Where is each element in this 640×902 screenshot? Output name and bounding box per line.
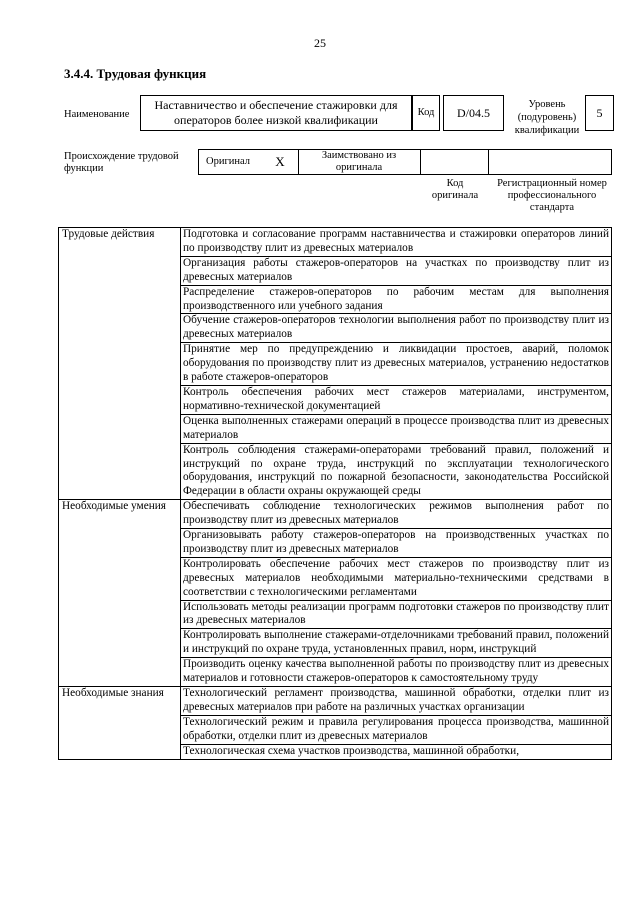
row-text: Организация работы стажеров-операторов на участках по производству плит из древесных материалов <box>181 256 612 285</box>
labor-function-table <box>58 227 612 760</box>
row-text: Обучение стажеров-операторов технологии выполнения работ по производству плит из древесных материалов <box>181 314 612 343</box>
function-name: Наставничество и обеспечение стажировки для операторов более низкой квалификации <box>154 98 398 127</box>
reg-number-caption: Регистрационный номер профессионального стандарта <box>497 178 607 213</box>
level-value: 5 <box>596 105 603 120</box>
table-row <box>59 500 612 529</box>
level-label: Уровень (подуровень) квалификации <box>514 99 580 136</box>
row-text: Контролировать выполнение стажерами-отделочниками требований правил, положений и инструкций по охране труда, установленных правил, норм, инструкций <box>181 629 612 658</box>
table-row <box>59 687 612 716</box>
origin-label: Происхождение трудовой функции <box>64 151 179 174</box>
origin-divider <box>420 149 421 175</box>
level-value-cell <box>585 95 614 131</box>
row-text: Обеспечивать соблюдение технологических режимов выполнения работ по производству плит из древесных материалов <box>181 500 612 529</box>
row-text: Принятие мер по предупреждению и ликвидации простоев, аварий, поломок оборудования по производству плит из древесных материалов, устранению недостатков в работе стажеров-операторов <box>181 343 612 386</box>
row-text: Использовать методы реализации программ подготовки стажеров по производству плит из древесных материалов <box>181 600 612 629</box>
code-label: Код <box>417 107 435 118</box>
row-text: Технологический регламент производства, машинной обработки, отделки плит из древесных материалов при работе на различных участках организации <box>181 687 612 716</box>
row-text: Организовывать работу стажеров-операторов на производственных участках по производству плит из древесных материалов <box>181 529 612 558</box>
row-text: Оценка выполненных стажерами операций в процессе производства плит из древесных материалов <box>181 414 612 443</box>
origin-divider <box>488 149 489 175</box>
code-value-cell <box>443 95 504 131</box>
row-heading: Трудовые действия <box>59 228 181 500</box>
code-label-cell <box>412 95 440 131</box>
row-text: Контролировать обеспечение рабочих мест стажеров по производству плит из древесных материалов необходимыми материально-техническими средствами в соответствии с технологическими регламентами <box>181 557 612 600</box>
row-text: Технологический режим и правила регулирования процесса производства, машинной обработки, отделки плит из древесных материалов <box>181 715 612 744</box>
table-row <box>59 228 612 257</box>
row-text: Подготовка и согласование программ наставничества и стажировки операторов линий по производству плит из древесных материалов <box>181 228 612 257</box>
section-title: 3.4.4. Трудовая функция <box>64 66 207 81</box>
row-text: Технологическая схема участков производства, машинной обработки, <box>181 744 612 759</box>
row-text: Производить оценку качества выполненной работы по производству плит из древесных материалов и готовности стажеров-операторов к самостоятельному труду <box>181 658 612 687</box>
row-text: Распределение стажеров-операторов по рабочим местам для выполнения производственного или учебного задания <box>181 285 612 314</box>
code-original-caption: Код оригинала <box>431 178 479 201</box>
row-heading: Необходимые знания <box>59 687 181 760</box>
function-name-box <box>140 95 412 131</box>
page-number: 25 <box>314 36 326 50</box>
code-value: D/04.5 <box>457 105 490 120</box>
row-text: Контроль соблюдения стажерами-операторами требований правил, положений и инструкций по охране труда, инструкций по эксплуатации технологического оборудования, инструкций по пожарной безопасности, законодательства Российской Федерации в области охраны окружающей среды <box>181 443 612 500</box>
name-label: Наименование <box>64 109 130 120</box>
row-text: Контроль обеспечения рабочих мест стажеров материалами, инструментом, нормативно-технической документацией <box>181 385 612 414</box>
original-label: Оригинал <box>206 156 250 167</box>
borrowed-label: Заимствовано из оригинала <box>321 150 397 173</box>
original-mark: X <box>275 154 285 169</box>
row-heading: Необходимые умения <box>59 500 181 687</box>
